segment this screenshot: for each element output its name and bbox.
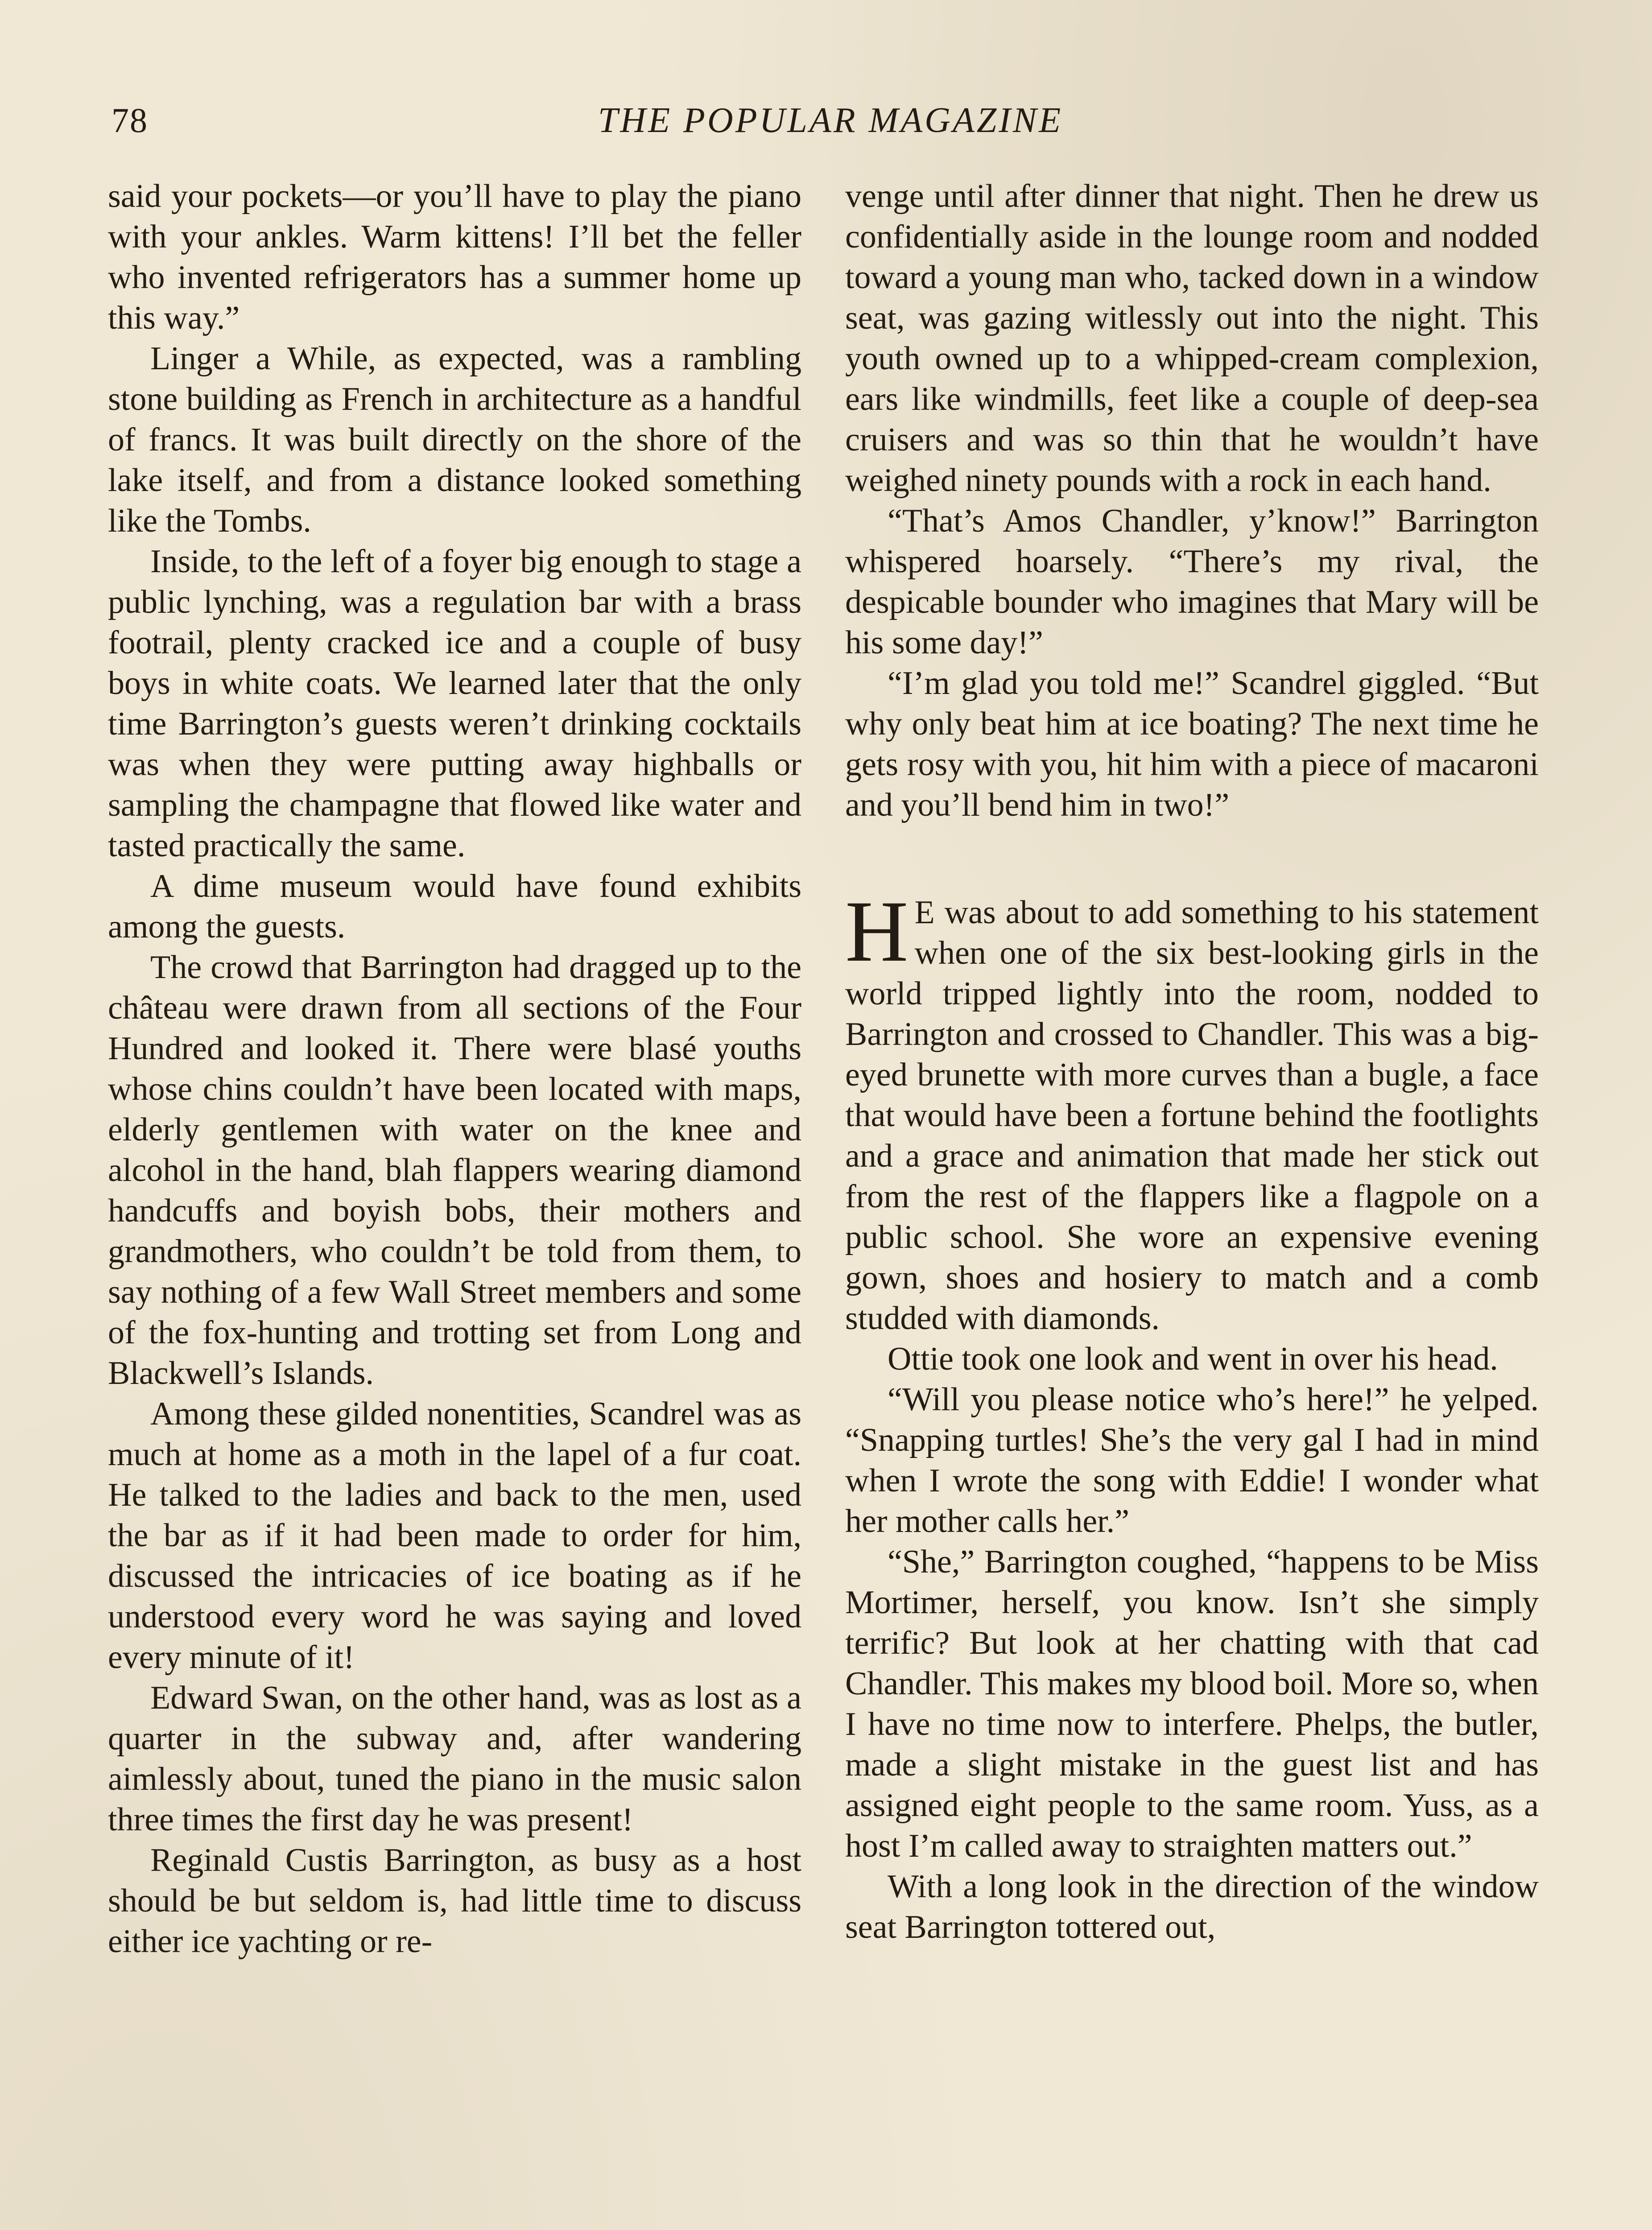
paragraph: A dime museum would have found exhibits among the guests. (108, 868, 801, 945)
paragraph: “Will you please notice who’s here!” he yelped. “Snapping turtles! She’s the very gal I had in mind when I wrote the song with Eddie! I wonder what her mother calls her.” (845, 1381, 1539, 1540)
paragraph: Ottie took one look and went in over his head. (888, 1341, 1498, 1377)
paragraph: Inside, to the left of a foyer big enough to stage a public lynching, was a regulation bar with a brass footrail, plenty cracked ice and a couple of busy boys in white coats. We learned later that the only time Barrington’s guests weren’t drinking cocktails was when they were putting away highballs or sampling the champagne that flowed like water and tasted practically the same. (108, 543, 801, 864)
paragraph: Reginald Custis Barrington, as busy as a host should be but seldom is, had little time to discuss either ice yachting or re- (108, 1842, 801, 1960)
paragraph: “That’s Amos Chandler, y’know!” Barrington whispered hoarsely. “There’s my rival, the despicable bounder who imagines that Mary will be his some day!” (845, 503, 1539, 661)
paragraph: said your pockets—or you’ll have to play the piano with your ankles. Warm kittens! I’ll bet the feller who invented refrigerators has a summer home up this way.” (108, 178, 801, 336)
paragraph: With a long look in the direction of the window seat Barrington tottered out, (845, 1868, 1539, 1945)
right-column (845, 176, 1539, 1948)
left-column (108, 176, 801, 1962)
drop-cap: H (845, 883, 909, 980)
paragraph: “She,” Barrington coughed, “happens to be Miss Mortimer, herself, you know. Isn’t she simply terrific? But look at her chatting with that cad Chandler. This makes my blood boil. More so, when I have no time now to interfere. Phelps, the butler, made a slight mistake in the guest list and has assigned eight people to the same room. Yuss, as a host I’m called away to straighten matters out.” (845, 1544, 1539, 1864)
paragraph: venge until after dinner that night. Then he drew us confidentially aside in the lounge room and nodded toward a young man who, tacked down in a window seat, was gazing witlessly out into the night. This youth owned up to a whipped-cream complexion, ears like windmills, feet like a couple of deep-sea cruisers and was so thin that he wouldn’t have weighed ninety pounds with a rock in each hand. (845, 178, 1539, 499)
section-break (845, 826, 1539, 892)
paragraph-text: E was about to add something to his statement when one of the six best-looking girls in the world tripped lightly into the room, nodded to Barrington and crossed to Chandler. This was a big-eyed brunette with more curves than a bugle, a face that would have been a fortune behind the footlights and a grace and animation that made her stick out from the rest of the flappers like a flagpole on a public school. She wore an expensive evening gown, shoes and hosiery to match and a comb studded with diamonds. (845, 894, 1539, 1337)
running-head: THE POPULAR MAGAZINE (598, 101, 1063, 140)
section-opening-paragraph (845, 883, 1539, 1339)
paragraph: The crowd that Barrington had dragged up to the château were drawn from all sections of the Four Hundred and looked it. There were blasé youths whose chins couldn’t have been located with maps, elderly gentlemen with water on the knee and alcohol in the hand, blah flappers wearing diamond handcuffs and boyish bobs, their mothers and grandmothers, who couldn’t be told from them, to say nothing of a few Wall Street members and some of the fox-hunting and trotting set from Long and Blackwell’s Islands. (108, 949, 801, 1392)
paragraph: Edward Swan, on the other hand, was as lost as a quarter in the subway and, after wandering aimlessly about, tuned the piano in the music salon three times the first day he was present! (108, 1680, 801, 1838)
page-number: 78 (112, 101, 148, 140)
page-header (112, 96, 1549, 145)
paragraph: “I’m glad you told me!” Scandrel giggled. “But why only beat him at ice boating? The next time he gets rosy with you, hit him with a piece of macaroni and you’ll bend him in two!” (845, 665, 1539, 823)
paragraph: Linger a While, as expected, was a rambling stone building as French in architecture as a handful of francs. It was built directly on the shore of the lake itself, and from a distance looked something like the Tombs. (108, 340, 801, 539)
paragraph: Among these gilded nonentities, Scandrel was as much at home as a moth in the lapel of a fur coat. He talked to the ladies and back to the men, used the bar as if it had been made to order for him, discussed the intricacies of ice boating as if he understood every word he was saying and loved every minute of it! (108, 1396, 801, 1676)
